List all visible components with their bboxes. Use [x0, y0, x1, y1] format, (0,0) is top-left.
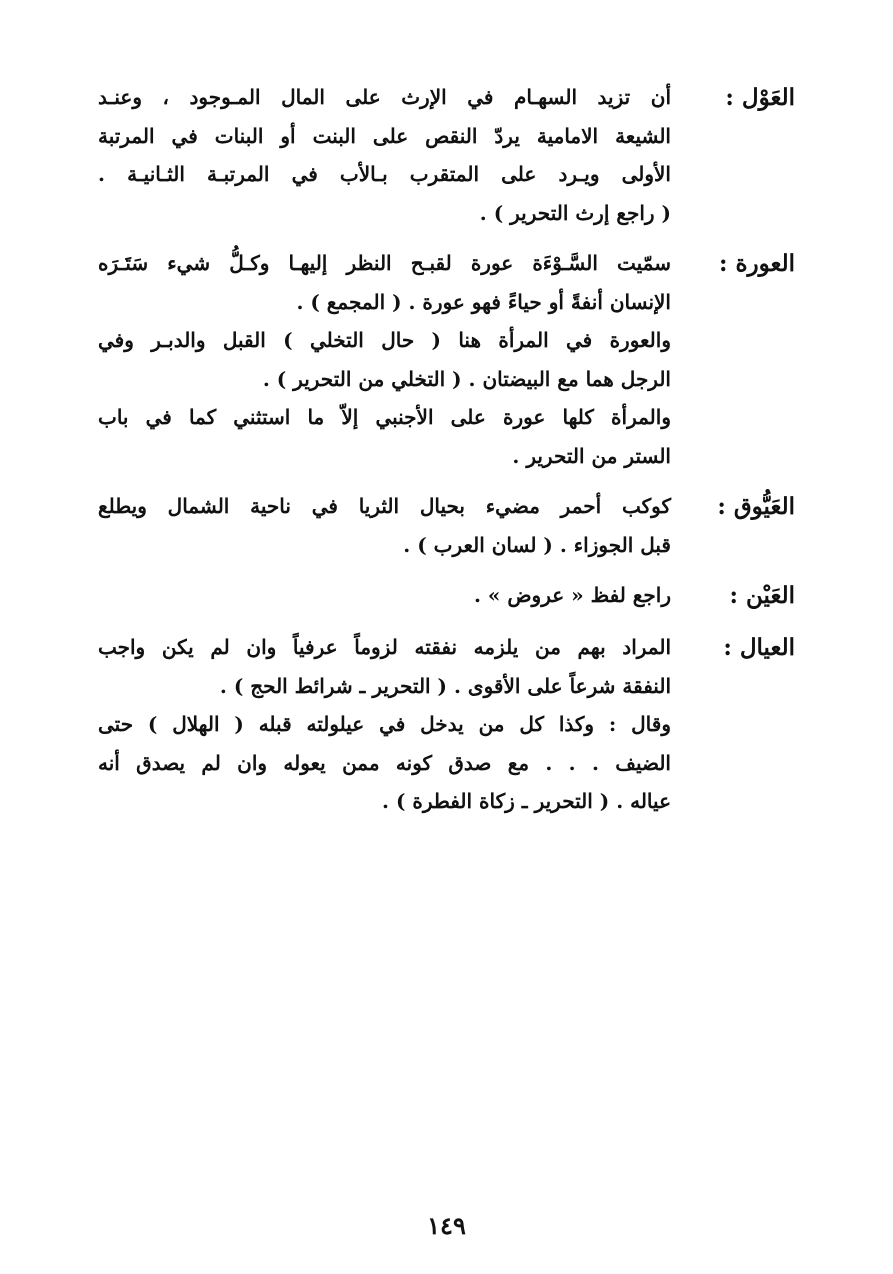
page-number: ١٤٩: [427, 1211, 466, 1240]
definition-line: عياله . ( التحرير ـ زكاة الفطرة ) .: [382, 789, 671, 813]
definition-line: وقال : وكذا كل من يدخل في عيلولته قبله ( الهلال ) حتى: [98, 712, 671, 736]
entry-definition: [98, 78, 671, 232]
entry-definition: [98, 244, 671, 475]
definition-line: النفقة شرعاً على الأقوى . ( التحرير ـ شرائط الحج ) .: [219, 673, 671, 698]
entry-ayn: [98, 576, 795, 616]
definition-line: راجع لفظ « عروض » .: [473, 583, 671, 607]
definition-line: كوكب أحمر مضيء بحيال الثريا في ناحية الشمال ويطلع: [98, 494, 671, 518]
definition-line: قبل الجوزاء . ( لسان العرب ) .: [403, 532, 671, 557]
entry-term: العَيْن :: [729, 582, 795, 609]
entry-definition: [98, 628, 671, 821]
entry-awl: [98, 78, 795, 232]
entry-awra: [98, 244, 795, 475]
entry-term: العيال :: [723, 634, 795, 661]
entry-definition: [98, 487, 671, 564]
definition-line: الشيعة الامامية يردّ النقص على البنت أو البنات في المرتبة: [98, 123, 671, 148]
definition-line: ( راجع إرث التحرير ) .: [479, 200, 671, 225]
definition-line: المراد بهم من يلزمه نفقته لزوماً عرفياً وان لم يكن واجب: [98, 635, 671, 659]
entry-term: العَيُّوق :: [717, 493, 795, 520]
definition-line: الإنسان أنفةً أو حياءً فهو عورة . ( المجمع ) .: [296, 289, 671, 314]
definition-line: الضيف . . . مع صدق كونه ممن يعوله وان لم يصدق أنه: [98, 750, 671, 775]
glossary-entries: [98, 78, 795, 833]
entry-term: العَوْل :: [725, 84, 795, 111]
definition-line: الرجل هما مع البيضتان . ( التخلي من التحرير ) .: [262, 366, 671, 391]
entry-iyal: [98, 628, 795, 821]
definition-line: سمّيت السَّـوْءَة عورة لقبـح النظر إليهـا وكـلُّ شيء سَتَـرَه: [98, 251, 671, 275]
definition-line: الستر من التحرير .: [512, 443, 671, 468]
entry-term: العورة :: [718, 250, 795, 277]
definition-line: الأولى ويـرد على المتقرب بـالأب في المرتبـة الثـانيـة .: [98, 162, 671, 186]
entry-definition: [98, 576, 671, 615]
definition-line: والمرأة كلها عورة على الأجنبي إلاّ ما استثني كما في باب: [98, 405, 671, 429]
definition-line: أن تزيد السهـام في الإرث على المال المـوجود ، وعنـد: [98, 85, 671, 109]
definition-line: والعورة في المرأة هنا ( حال التخلي ) القبل والدبـر وفي: [98, 328, 671, 352]
entry-ayyuq: [98, 487, 795, 564]
